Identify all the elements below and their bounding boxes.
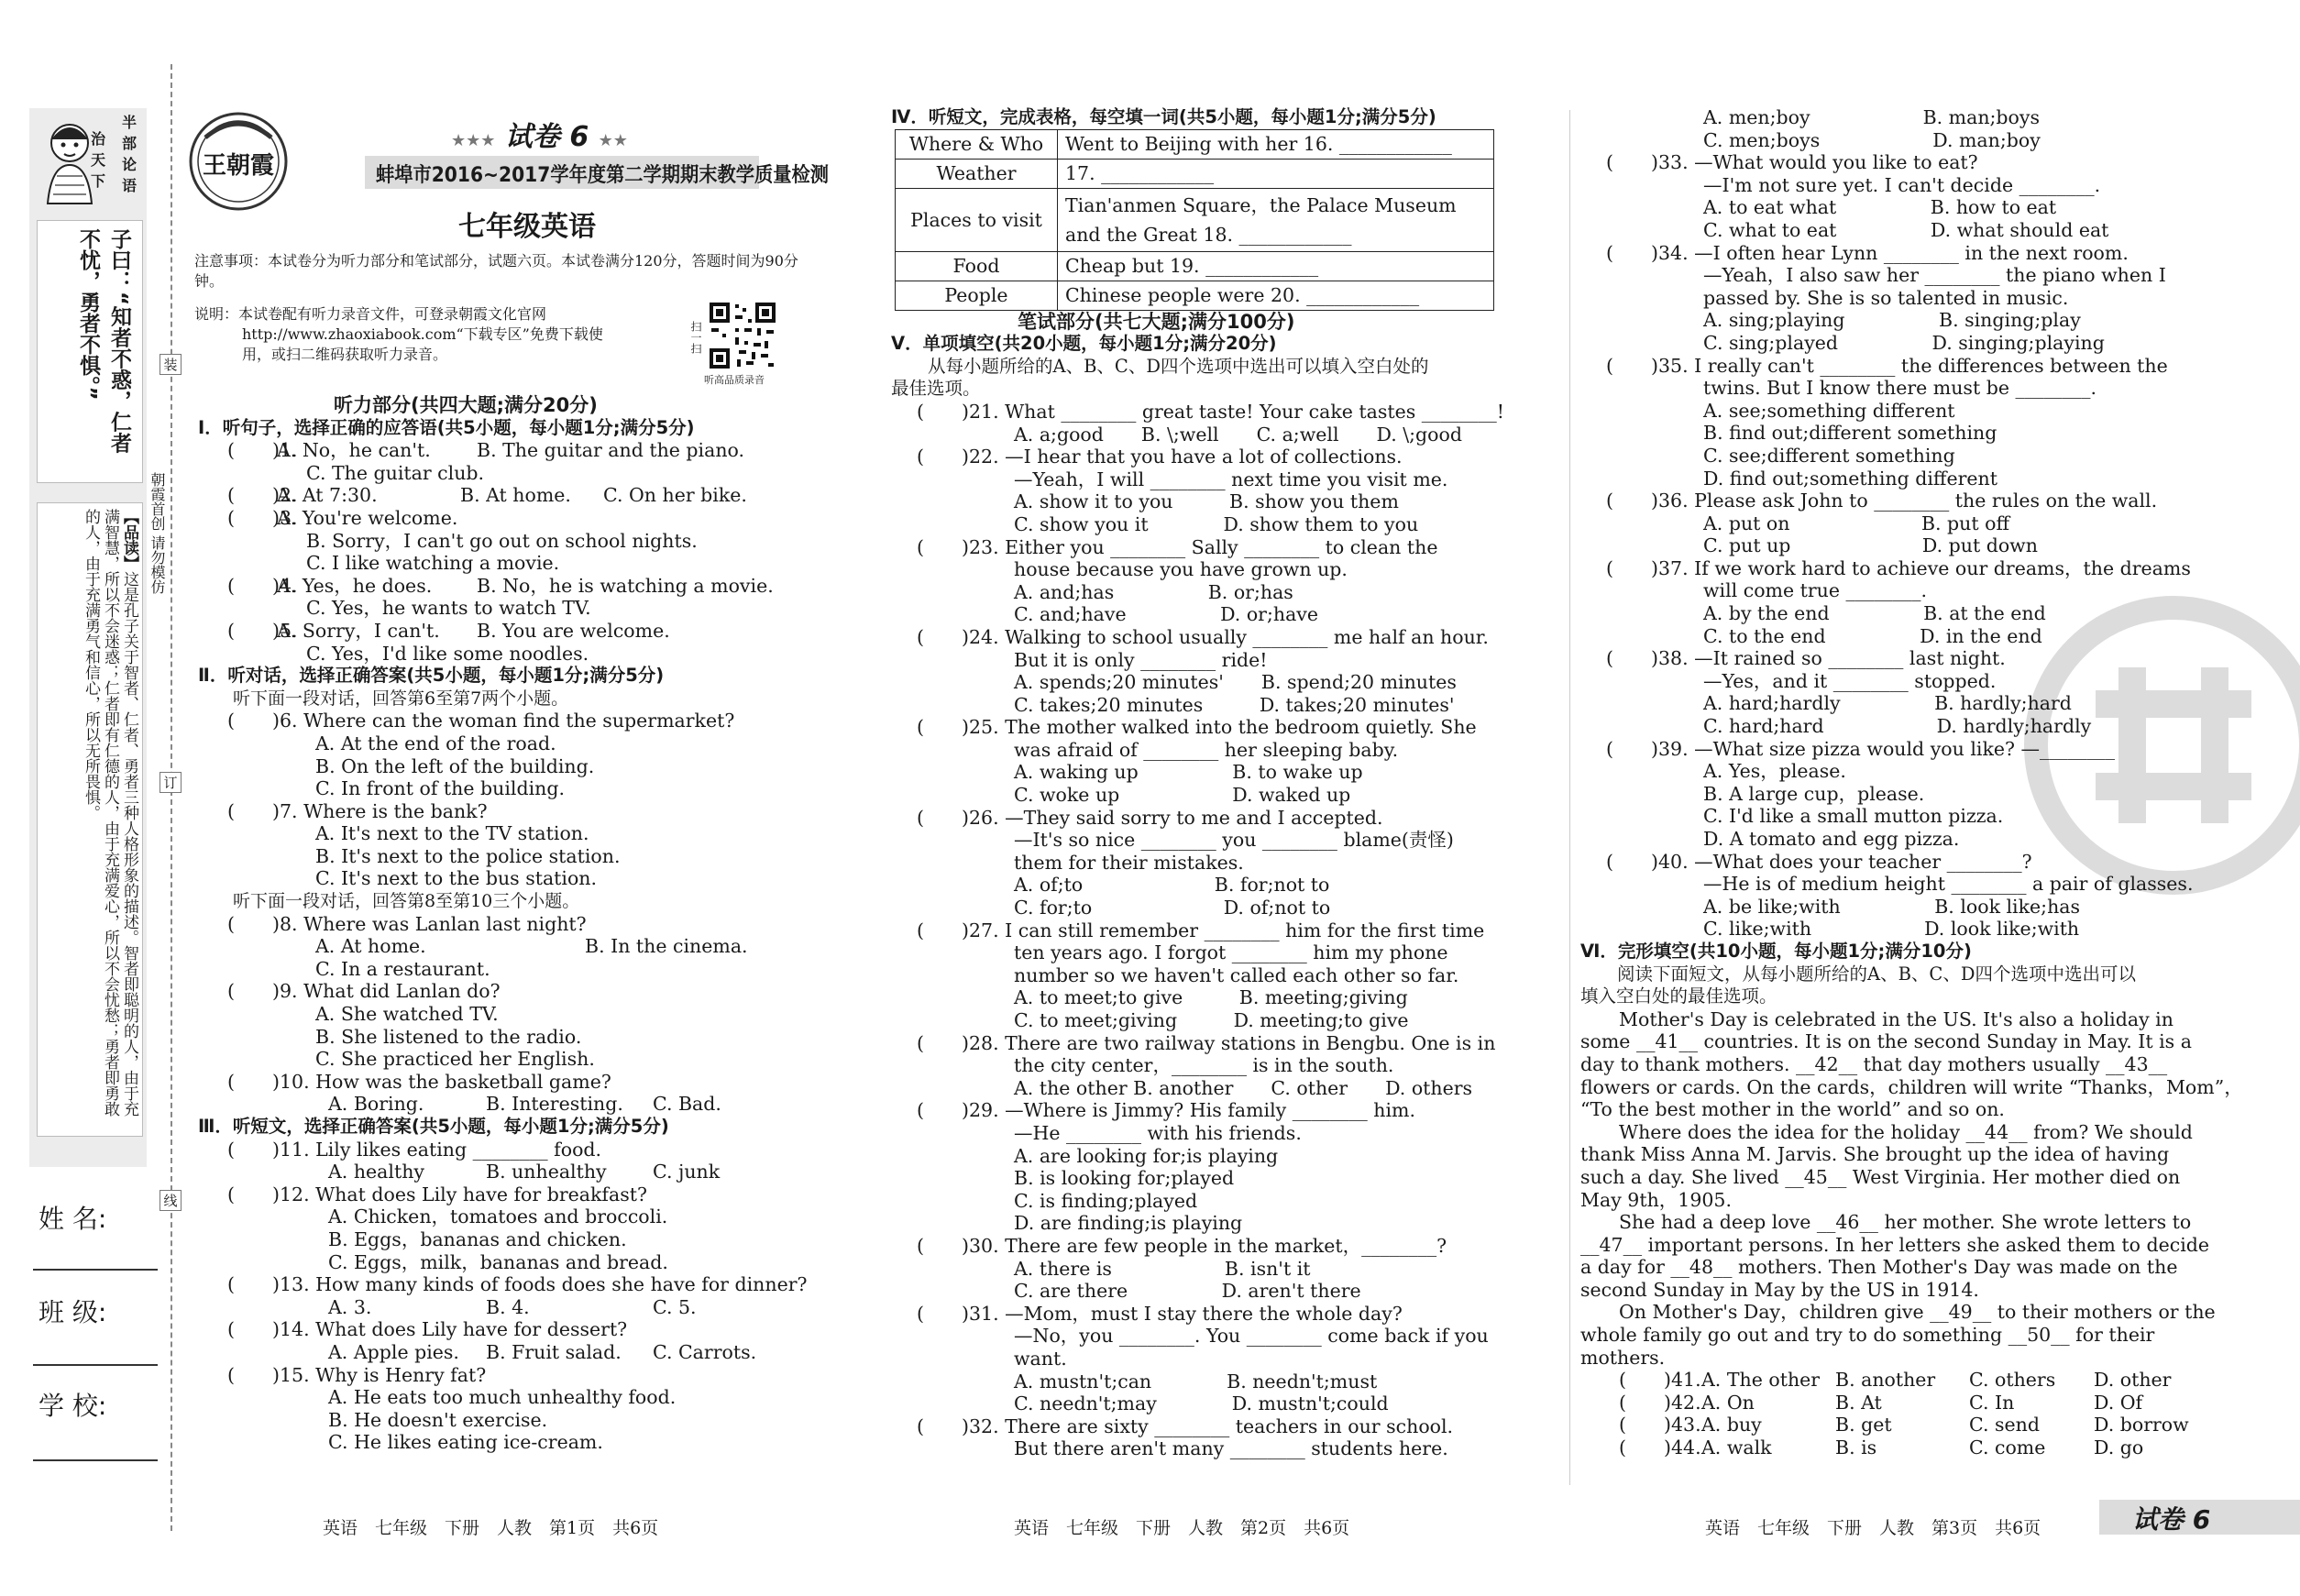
question-3-c: C. I like watching a movie.	[306, 552, 560, 575]
question-line: A. to eat what B. how to eat	[1703, 196, 2057, 219]
option-row: A. 3. B. 4. C. 5.	[328, 1295, 697, 1318]
question-line: —He ________ with his friends.	[1014, 1121, 1302, 1144]
question-1-c: C. The guitar club.	[306, 461, 485, 484]
passage-line: She had a deep love __46__ her mother. She wrote letters to	[1619, 1211, 2192, 1234]
cloze-option: A. On	[1701, 1391, 1755, 1414]
question-line: A. be like;with B. look like;has	[1703, 895, 2081, 918]
question-line: C. show you it D. show them to you	[1014, 512, 1419, 535]
table-key: Weather	[896, 159, 1058, 188]
question-line: ( )37. If we work hard to achieve our dreams，the dreams	[1606, 556, 2191, 579]
option: B. She listened to the radio.	[315, 1025, 582, 1048]
question-line: A. to meet;to give B. meeting;giving	[1014, 986, 1408, 1009]
cloze-option: A. walk	[1701, 1436, 1772, 1459]
audio-note-2: http://www.zhaoxiabook.com“下载专区”免费下载使	[242, 325, 603, 343]
question-line: C. men;boys D. man;boy	[1703, 128, 2041, 151]
question-line: A. are looking for;is playing	[1014, 1144, 1279, 1167]
binding-seal-1: 装	[160, 354, 182, 375]
audio-note-3: 用，或扫二维码获取听力录音。	[242, 346, 448, 363]
question-line: —It's so nice ________ you ________ blame(责怪)	[1014, 829, 1454, 852]
table-key: Where & Who	[896, 129, 1058, 159]
question-line: B. find out;different something	[1703, 422, 1997, 445]
question-line: C. to meet;giving D. meeting;to give	[1014, 1009, 1409, 1031]
passage-line: some __41__ countries. It is on the second Sunday in May. It is a	[1580, 1030, 2192, 1053]
cloze-option: C. come	[1969, 1436, 2046, 1459]
page2-footer: 英语 七年级 下册 人教 第2页 共6页	[1014, 1518, 1350, 1538]
question-line: them for their mistakes.	[1014, 851, 1244, 874]
option: B. Eggs，bananas and chicken.	[328, 1227, 627, 1250]
page3-footer: 英语 七年级 下册 人教 第3页 共6页	[1705, 1518, 2041, 1538]
question-line: ( )25. The mother walked into the bedroom quietly. She	[917, 716, 1477, 739]
name-label: 姓 名:	[39, 1204, 107, 1234]
table-value[interactable]: Went to Beijing with her 16. ____________	[1058, 129, 1494, 159]
question-line: A. sing;playing B. singing;play	[1703, 309, 2081, 332]
cloze-option: B. another	[1835, 1369, 1936, 1392]
question-line: C. woke up D. waked up	[1014, 784, 1351, 807]
option: C. In a restaurant.	[315, 957, 490, 980]
cloze-option: A. buy	[1701, 1414, 1762, 1436]
sidebar-tag: 下	[90, 172, 105, 190]
passage-line: flowers or cards. On the cards，children will write “Thanks，Mom”，	[1580, 1075, 2243, 1098]
audio-note	[194, 304, 653, 365]
question-line: A. hard;hardly B. hardly;hard	[1703, 692, 2072, 715]
qr-caption: 听高品质录音	[704, 374, 765, 386]
passage-line: May 9th，1905.	[1580, 1188, 1732, 1211]
question-10: ( )10. How was the basketball game?	[227, 1070, 611, 1093]
question-line: ( )36. Please ask John to ________ the rules on the wall.	[1606, 490, 2158, 512]
table-value[interactable]: Chinese people were 20. ____________	[1058, 281, 1494, 310]
table-row	[896, 251, 1494, 281]
question-line: C. to the end D. in the end	[1703, 624, 2042, 647]
question-line: ( )23. Either you ________ Sally ________ to clean the	[917, 535, 1438, 558]
question-line: A. men;boy B. man;boys	[1703, 106, 2040, 128]
passage-line: __47__ important persons. In her letters she asked them to decide	[1580, 1233, 2210, 1256]
logo	[187, 110, 290, 213]
question-5-c: C. Yes，I'd like some noodles.	[306, 642, 589, 665]
qr-side-text: 扫一扫	[689, 321, 702, 354]
option-row: A. Boring. B. Interesting. C. Bad.	[328, 1093, 721, 1116]
exam-title: 蚌埠市2016~2017学年度第二学期期末教学质量检测	[376, 164, 829, 187]
passage-line: “To the best mother in the world” and so on.	[1580, 1098, 2005, 1121]
question-line: A. mustn't;can B. needn't;must	[1014, 1370, 1378, 1392]
passage-line: thank Miss Anna M. Jarvis. She brought up the idea of having	[1580, 1143, 2170, 1166]
question-6: ( )6. Where can the woman find the supermarket?	[227, 710, 735, 732]
question-line: B. is looking for;played	[1014, 1167, 1235, 1190]
question-line: ( )39. —What size pizza would you like? —________	[1606, 737, 2116, 760]
sidebar-tags-2	[88, 128, 108, 192]
section1-title: Ⅰ．听句子，选择正确的应答语(共5小题，每小题1分;满分5分)	[198, 416, 695, 438]
cloze-option: ( )43.	[1619, 1414, 1701, 1436]
question-line: A. a;good B. \;well C. a;well D. \;good	[1014, 423, 1462, 446]
passage-line: day to thank mothers. __42__ that day mothers usually __43__	[1580, 1052, 2168, 1075]
question-line: A. spends;20 minutes' B. spend;20 minutes	[1014, 671, 1457, 694]
question-line: twins. But I know there must be ________.	[1703, 377, 2096, 400]
option: B. He doesn't exercise.	[328, 1408, 548, 1431]
question-line: the city center，________ is in the south.	[1014, 1054, 1394, 1077]
table-row	[896, 159, 1494, 188]
table-key: People	[896, 281, 1058, 310]
option: B. On the left of the building.	[315, 754, 595, 777]
sidebar-tag: 半	[121, 114, 137, 131]
passage-line: Where does the idea for the holiday __44__ from? We should	[1619, 1120, 2193, 1143]
cloze-question	[1580, 1436, 2195, 1459]
sidebar-tag: 治	[90, 130, 105, 148]
cloze-option: C. In	[1969, 1391, 2015, 1414]
question-13: ( )13. How many kinds of foods does she have for dinner?	[227, 1273, 808, 1296]
subject-title: 七年级英语	[458, 211, 596, 243]
section6-title: Ⅵ．完形填空(共10小题，每小题1分;满分10分)	[1580, 940, 1972, 962]
table-row	[896, 281, 1494, 310]
question-line: ( )33. —What would you like to eat?	[1606, 151, 1978, 174]
question-line: ( )30. There are few people in the market，________?	[917, 1234, 1447, 1257]
cloze-option: D. borrow	[2094, 1414, 2189, 1436]
sidebar-tag: 语	[121, 177, 137, 194]
table-value[interactable]: Tian'anmen Square，the Palace Museum and the Great 18. ____________	[1058, 188, 1494, 251]
sidebar-pindu-box	[37, 502, 143, 1137]
question-line: A. of;to B. for;not to	[1014, 874, 1330, 897]
question-7: ( )7. Where is the bank?	[227, 799, 488, 822]
question-line: ( )27. I can still remember ________ him for the first time	[917, 919, 1485, 941]
cloze-option: B. get	[1835, 1414, 1892, 1436]
question-4-c: C. Yes，he wants to watch TV.	[306, 597, 591, 620]
question-14: ( )14. What does Lily have for dessert?	[227, 1318, 628, 1341]
question-line: A. waking up B. to wake up	[1014, 761, 1363, 784]
section2-intro1: 听下面一段对话，回答第6至第7两个小题。	[233, 688, 569, 709]
cloze-questions	[1580, 1369, 2195, 1458]
sidebar-quote-box	[37, 220, 143, 483]
page1-footer: 英语 七年级 下册 人教 第1页 共6页	[323, 1518, 659, 1538]
question-line: number so we haven't called each other so far.	[1014, 963, 1459, 986]
table-key: Food	[896, 251, 1058, 281]
question-line: will come true ________.	[1703, 579, 1928, 602]
option: C. Eggs，milk，bananas and bread.	[328, 1250, 668, 1273]
question-line: —Yeah，I will ________ next time you visit me.	[1014, 468, 1448, 490]
question-line: —He is of medium height ________ a pair of glasses.	[1703, 873, 2194, 896]
question-line: ( )35. I really can't ________ the differences between the	[1606, 354, 2168, 377]
cloze-option: A. The other	[1701, 1369, 1821, 1392]
school-underline[interactable]	[33, 1459, 158, 1461]
table-row	[896, 188, 1494, 251]
passage-line: second Sunday in May by the US in 1914.	[1580, 1278, 1979, 1301]
corner-label: 试卷 6	[2132, 1504, 2211, 1535]
page2-body	[891, 106, 1503, 1460]
question-line: A. see;something different	[1703, 399, 1955, 422]
column-divider	[1569, 110, 1570, 1485]
question-line: ( )40. —What does your teacher ________?	[1606, 850, 2032, 873]
cloze-option: ( )42.	[1619, 1391, 1701, 1414]
cloze-option: D. other	[2094, 1369, 2172, 1392]
passage-line: such a day. She lived __45__ West Virginia. Her mother died on	[1580, 1165, 2181, 1188]
listening-title: 听力部分(共四大题;满分20分)	[334, 394, 598, 416]
qr-code-icon[interactable]	[708, 301, 777, 370]
question-line: C. I'd like a small mutton pizza.	[1703, 805, 2004, 828]
question-1: ( )1.A. No，he can't. B. The guitar and the piano.	[227, 439, 745, 462]
question-line: C. for;to D. of;not to	[1014, 897, 1331, 919]
question-line: C. what to eat D. what should eat	[1703, 218, 2109, 241]
question-line: ( )34. —I often hear Lynn ________ in the next room.	[1606, 241, 2129, 264]
sidebar-pindu-title: 【品读】	[120, 509, 138, 571]
paper-number: ★★★ 试卷 6 ★★	[451, 121, 628, 153]
question-line: ( )32. There are sixty ________ teachers in our school.	[917, 1414, 1454, 1437]
option: A. It's next to the TV station.	[315, 822, 589, 845]
question-3-b: B. Sorry，I can't go out on school nights.	[306, 529, 698, 552]
cloze-question	[1580, 1369, 2195, 1392]
passage-line: Mother's Day is celebrated in the US. It's also a holiday in	[1619, 1007, 2173, 1030]
option: A. She watched TV.	[315, 1003, 499, 1026]
sidebar-tag: 部	[121, 135, 137, 152]
section6-intro2: 填入空白处的最佳选项。	[1580, 985, 1777, 1007]
notice: 注意事项：本试卷分为听力部分和笔试部分，试题六页。本试卷满分120分，答题时间为90分钟。	[194, 252, 798, 290]
binding-line	[171, 64, 172, 1531]
table-value[interactable]: Cheap but 19. ____________	[1058, 251, 1494, 281]
option: C. He likes eating ice-cream.	[328, 1431, 603, 1454]
question-line: ten years ago. I forgot ________ him my phone	[1014, 941, 1448, 964]
section5-title: Ⅴ．单项填空(共20小题，每小题1分;满分20分)	[891, 333, 1277, 355]
section2-title: Ⅱ．听对话，选择正确答案(共5小题，每小题1分;满分5分)	[198, 665, 665, 687]
question-line: C. see;different something	[1703, 444, 1955, 467]
cloze-question	[1580, 1414, 2195, 1436]
option: C. She practiced her English.	[315, 1048, 595, 1071]
question-line: C. like;with D. look like;with	[1703, 918, 2080, 941]
question-line: want.	[1014, 1347, 1067, 1370]
question-line: A. there is B. isn't it	[1014, 1257, 1311, 1280]
question-line: C. hard;hard D. hardly;hardly	[1703, 715, 2092, 738]
question-9: ( )9. What did Lanlan do?	[227, 980, 501, 1003]
sidebar-pindu-text: 这是孔子关于智者、仁者、勇者三种人格形象的描述。智者即聪明的人，由于充满智慧，所以不会迷惑；仁者即有仁德的人，由于充满爱心，所以不会忧愁；勇者即勇敢的人，由于充满勇气和信心，所以无所畏惧。	[82, 509, 138, 1117]
written-title: 笔试部分(共七大题;满分100分)	[1018, 310, 1295, 333]
question-line: A. Yes，please.	[1703, 760, 1846, 783]
question-4: ( )4.A. Yes，he does. B. No，he is watching a movie.	[227, 574, 774, 597]
question-line: C. sing;played D. singing;playing	[1703, 331, 2105, 354]
page3-questions	[1580, 106, 2195, 941]
passage-line: whole family go out and try to do something __50__ for their	[1580, 1324, 2155, 1347]
cloze-option: D. Of	[2094, 1391, 2143, 1414]
question-line: C. put up D. put down	[1703, 534, 2038, 557]
cloze-passage	[1580, 1007, 2243, 1370]
table-key: Places to visit	[896, 188, 1058, 251]
cloze-option: D. go	[2094, 1436, 2144, 1459]
question-12: ( )12. What does Lily have for breakfast?	[227, 1183, 647, 1205]
cloze-option: C. others	[1969, 1369, 2056, 1392]
table-value[interactable]: 17. ____________	[1058, 159, 1494, 188]
question-line: was afraid of ________ her sleeping baby.	[1014, 738, 1399, 761]
sidebar-tag: 论	[121, 156, 137, 173]
question-2: ( )2.A. At 7:30. B. At home. C. On her bike.	[227, 484, 747, 507]
question-line: A. the other B. another C. other D. others	[1014, 1076, 1473, 1099]
school-label: 学 校:	[39, 1391, 107, 1421]
table-row	[896, 129, 1494, 159]
question-line: —No，you ________. You ________ come back if you	[1014, 1325, 1489, 1348]
question-line: ( )28. There are two railway stations in Bengbu. One is in	[917, 1031, 1496, 1054]
section5-intro2: 最佳选项。	[891, 378, 981, 400]
sidebar-quote: 子曰：“知者不惑，仁者不忧，勇者不惧。”	[76, 228, 131, 454]
listening-table	[895, 129, 1494, 311]
option-row: A. Apple pies. B. Fruit salad. C. Carrots.	[328, 1340, 757, 1363]
question-line: But there aren't many ________ students here.	[1014, 1437, 1448, 1460]
question-line: D. find out;something different	[1703, 467, 1997, 490]
option-row: A. healthy B. unhealthy C. junk	[328, 1161, 721, 1183]
question-line: C. needn't;may D. mustn't;could	[1014, 1392, 1389, 1415]
star-icon: ★★	[598, 131, 628, 150]
question-line: —I'm not sure yet. I can't decide ________.	[1703, 173, 2101, 196]
section3-title: Ⅲ．听短文，选择正确答案(共5小题，每小题1分;满分5分)	[198, 1116, 669, 1137]
question-line: ( )21. What ________ great taste! Your cake tastes ________!	[917, 400, 1505, 423]
class-label: 班 级:	[39, 1297, 107, 1327]
star-icon: ★★★	[451, 131, 496, 150]
cloze-option: ( )44.	[1619, 1436, 1701, 1459]
question-line: A. put on B. put off	[1703, 512, 2010, 534]
question-line: A. and;has B. or;has	[1014, 580, 1293, 603]
question-line: C. and;have D. or;have	[1014, 603, 1319, 626]
page3-body	[1580, 106, 2243, 1459]
question-line: D. are finding;is playing	[1014, 1212, 1243, 1235]
question-line: C. are there D. aren't there	[1014, 1280, 1361, 1303]
option-row: A. At home. B. In the cinema.	[315, 935, 748, 958]
question-line: C. takes;20 minutes D. takes;20 minutes'	[1014, 693, 1455, 716]
question-line: B. A large cup，please.	[1703, 782, 1925, 805]
question-line: —Yeah，I also saw her ________ the piano when I	[1703, 264, 2166, 287]
question-line: ( )24. Walking to school usually ________ me half an hour.	[917, 625, 1489, 648]
question-line: C. is finding;played	[1014, 1189, 1198, 1212]
cloze-option: ( )41.	[1619, 1369, 1701, 1392]
name-underline[interactable]	[33, 1269, 158, 1271]
question-line: A. show it to you B. show you them	[1014, 490, 1399, 513]
cloze-option: B. is	[1835, 1436, 1877, 1459]
passage-line: a day for __48__ mothers. Then Mother's Day was made on the	[1580, 1256, 2178, 1279]
question-line: ( )31. —Mom，must I stay there the whole day?	[917, 1302, 1403, 1325]
option: A. At the end of the road.	[315, 732, 556, 754]
sidebar-tag: 天	[90, 151, 105, 169]
option: C. It's next to the bus station.	[315, 867, 598, 890]
question-line: ( )26. —They said sorry to me and I accepted.	[917, 806, 1383, 829]
sidebar-pindu	[81, 509, 138, 1128]
question-3: ( )3.A. You're welcome.	[227, 506, 458, 529]
option: B. It's next to the police station.	[315, 844, 621, 867]
question-line: But it is only ________ ride!	[1014, 648, 1268, 671]
question-8: ( )8. Where was Lanlan last night?	[227, 912, 587, 935]
binding-seal-3: 线	[160, 1190, 182, 1211]
section4-title: Ⅳ．听短文，完成表格，每空填一词(共5小题，每小题1分;满分5分)	[891, 106, 1436, 127]
cloze-question	[1580, 1392, 2195, 1414]
question-line: A. by the end B. at the end	[1703, 602, 2046, 625]
option: C. In front of the building.	[315, 777, 565, 800]
question-line: D. A tomato and egg pizza.	[1703, 828, 1960, 850]
question-line: ( )22. —I hear that you have a lot of collections.	[917, 446, 1403, 468]
question-line: —Yes，and it ________ stopped.	[1703, 669, 1997, 692]
audio-note-1: 说明：本试卷配有听力录音文件，可登录朝霞文化官网	[194, 305, 547, 323]
question-15: ( )15. Why is Henry fat?	[227, 1363, 487, 1386]
sidebar-tags	[114, 112, 145, 196]
option: A. He eats too much unhealthy food.	[328, 1386, 677, 1409]
page1-body	[198, 394, 808, 1454]
passage-line: mothers.	[1580, 1346, 1666, 1369]
passage-line: On Mother's Day，children give __49__ to their mothers or the	[1619, 1301, 2216, 1324]
question-line: house because you have grown up.	[1014, 558, 1348, 581]
binding-vertical-note: 朝霞首创 请勿模仿	[149, 472, 166, 595]
section5-intro1: 从每小题所给的A、B、C、D四个选项中选出可以填入空白处的	[928, 355, 1429, 377]
question-11: ( )11. Lily likes eating ________ food.	[227, 1138, 602, 1161]
binding-seal-2: 订	[160, 772, 182, 793]
question-line: ( )38. —It rained so ________ last night.	[1606, 647, 2006, 670]
cloze-option: C. send	[1969, 1414, 2040, 1436]
question-5: ( )5.A. Sorry，I can't. B. You are welcome.	[227, 619, 670, 642]
section6-intro1: 阅读下面短文，从每小题所给的A、B、C、D四个选项中选出可以	[1617, 963, 2136, 985]
logo-text: 王朝霞	[202, 152, 274, 180]
section2-intro2: 听下面一段对话，回答第8至第10三个小题。	[233, 891, 580, 912]
question-line: ( )29. —Where is Jimmy? His family ________ him.	[917, 1099, 1415, 1122]
class-underline[interactable]	[33, 1364, 158, 1366]
cloze-option: B. At	[1835, 1391, 1882, 1414]
page2-questions	[891, 401, 1503, 1460]
question-line: passed by. She is so talented in music.	[1703, 286, 2069, 309]
option: A. Chicken，tomatoes and broccoli.	[328, 1205, 668, 1228]
